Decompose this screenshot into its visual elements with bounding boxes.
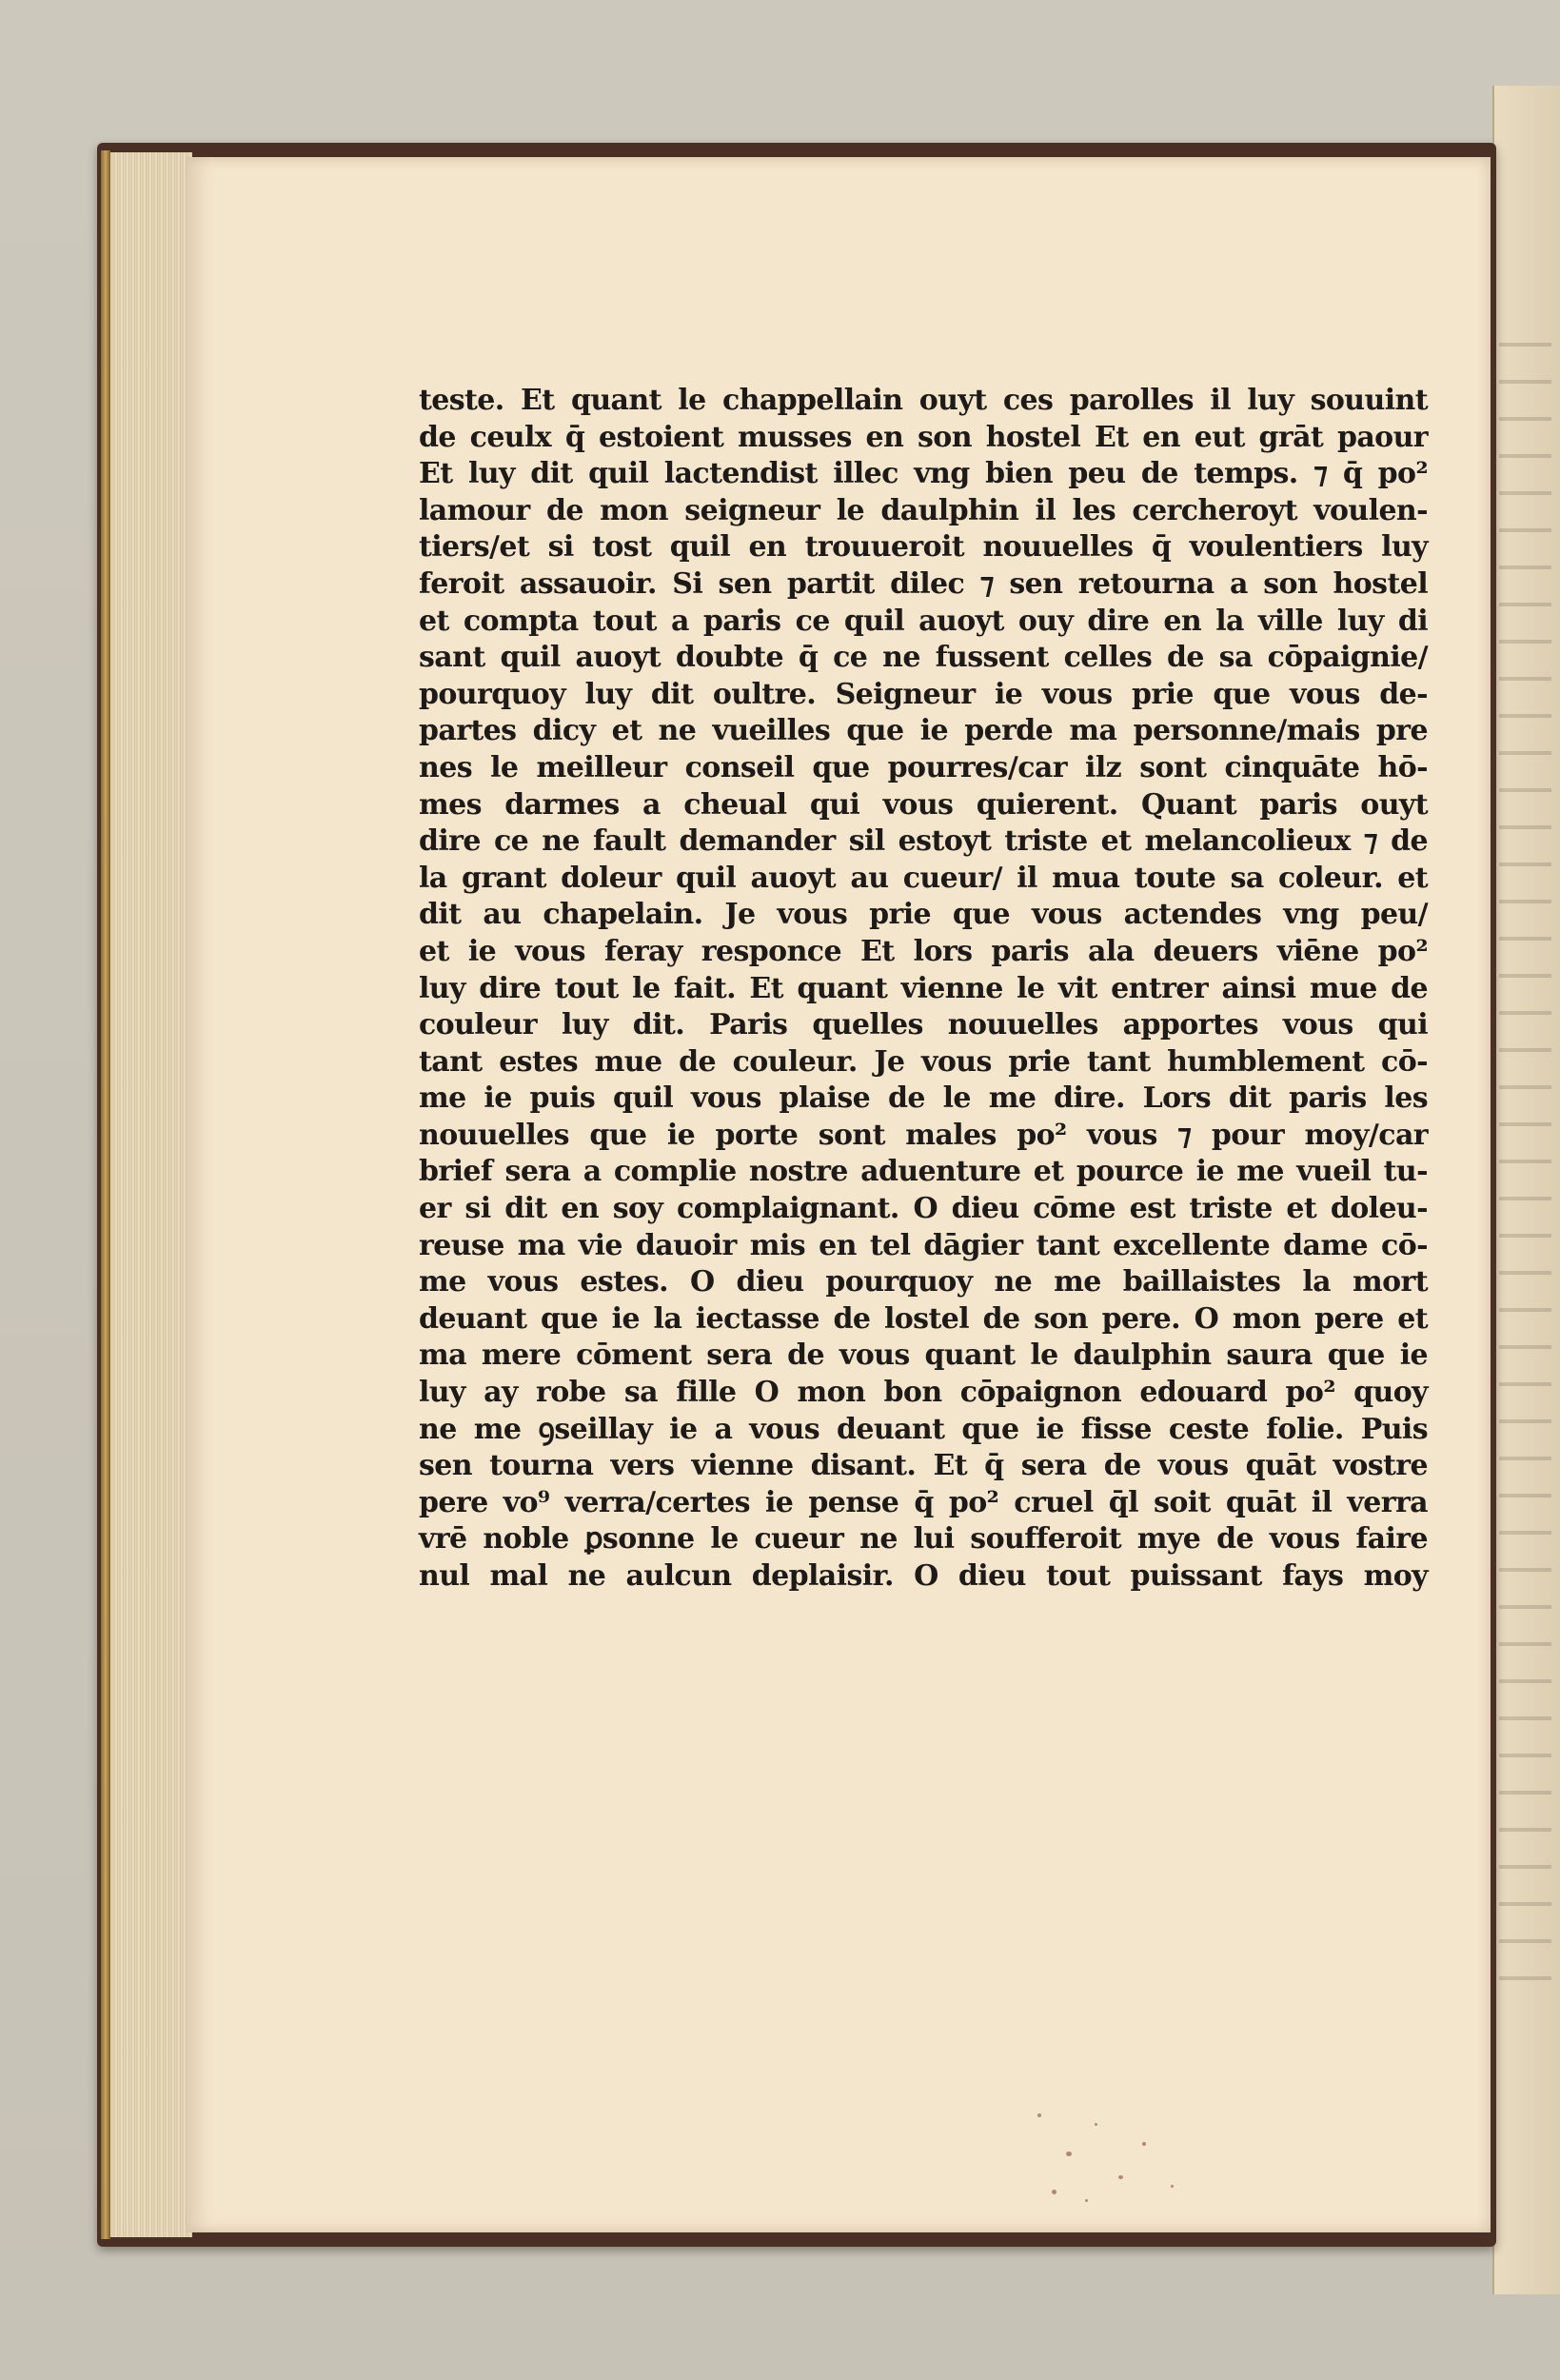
text-line: la grant doleur quil auoyt au cueur/ il mua toute sa coleur. et	[419, 861, 1428, 895]
text-line: dire ce ne fault demander sil estoyt triste et melancolieux ⁊ de	[419, 824, 1428, 859]
text-line: teste. Et quant le chappellain ouyt ces parolles il luy souuint	[419, 384, 1428, 417]
text-line: brief sera a complie nostre aduenture et pource ie me vueil tu-	[419, 1155, 1428, 1189]
text-line: reuse ma vie dauoir mis en tel dāgier tant excellente dame cō-	[419, 1228, 1428, 1262]
text-line: Et luy dit quil lactendist illec vng bien peu de temps. ⁊ q̄ po²	[419, 457, 1428, 491]
text-line: sant quil auoyt doubte q̄ ce ne fussent celles de sa cōpaignie/	[419, 641, 1428, 675]
text-line: er si dit en soy complaignant. O dieu cōme est triste et doleu-	[419, 1192, 1428, 1226]
page-stack-edges	[107, 152, 192, 2237]
gilt-edge	[101, 150, 110, 2239]
text-line: sen tourna vers vienne disant. Et q̄ sera de vous quāt vostre	[419, 1449, 1428, 1483]
text-line: tiers/et si tost quil en trouueroit nouuelles q̄ voulentiers luy	[419, 530, 1428, 565]
text-line: ne me ꝯseillay ie a vous deuant que ie fisse ceste folie. Puis	[419, 1412, 1428, 1446]
text-block	[419, 383, 1428, 1596]
text-line: dit au chapelain. Je vous prie que vous actendes vng peu/	[419, 898, 1428, 932]
text-line: et compta tout a paris ce quil auoyt ouy dire en la ville luy di	[419, 604, 1428, 638]
text-line: et ie vous feray responce Et lors paris ala deuers viēne po²	[419, 934, 1428, 968]
text-line: tant estes mue de couleur. Je vous prie tant humblement cō-	[419, 1044, 1428, 1079]
text-line: nouuelles que ie porte sont males po² vous ⁊ pour moy/car	[419, 1118, 1428, 1152]
text-line: mes darmes a cheual qui vous quierent. Quant paris ouyt	[419, 787, 1428, 822]
facing-page-text-bleed	[1499, 343, 1551, 1980]
text-line: luy ay robe sa fille O mon bon cōpaignon edouard po² quoy	[419, 1376, 1428, 1410]
text-line: couleur luy dit. Paris quelles nouuelles apportes vous qui	[419, 1008, 1428, 1042]
text-line: feroit assauoir. Si sen partit dilec ⁊ sen retourna a son hostel	[419, 566, 1428, 601]
text-line: luy dire tout le fait. Et quant vienne le vit entrer ainsi mue de	[419, 971, 1428, 1005]
text-line: me ie puis quil vous plaise de le me dire. Lors dit paris les	[419, 1081, 1428, 1116]
text-line: me vous estes. O dieu pourquoy ne me baillaistes la mort	[419, 1265, 1428, 1299]
text-line: deuant que ie la iectasse de lostel de son pere. O mon pere et	[419, 1301, 1428, 1336]
text-line: partes dicy et ne vueilles que ie perde ma personne/mais pre	[419, 714, 1428, 748]
text-line: ma mere cōment sera de vous quant le daulphin saura que ie	[419, 1339, 1428, 1373]
text-line: lamour de mon seigneur le daulphin il les cercheroyt voulen-	[419, 493, 1428, 527]
text-line: pere vo⁹ verra/certes ie pense q̄ po² cruel q̄l soit quāt il verra	[419, 1485, 1428, 1519]
text-line: pourquoy luy dit oultre. Seigneur ie vous prie que vous de-	[419, 677, 1428, 711]
foxing-stains	[1028, 2094, 1199, 2209]
text-line: nes le meilleur conseil que pourres/car ilz sont cinquāte hō-	[419, 750, 1428, 784]
text-line: de ceulx q̄ estoient musses en son hostel Et en eut grāt paour	[419, 420, 1428, 454]
text-line: nul mal ne aulcun deplaisir. O dieu tout puissant fays moy	[419, 1559, 1428, 1593]
text-line: vrē noble ꝑsonne le cueur ne lui soufferoit mye de vous faire	[419, 1522, 1428, 1557]
